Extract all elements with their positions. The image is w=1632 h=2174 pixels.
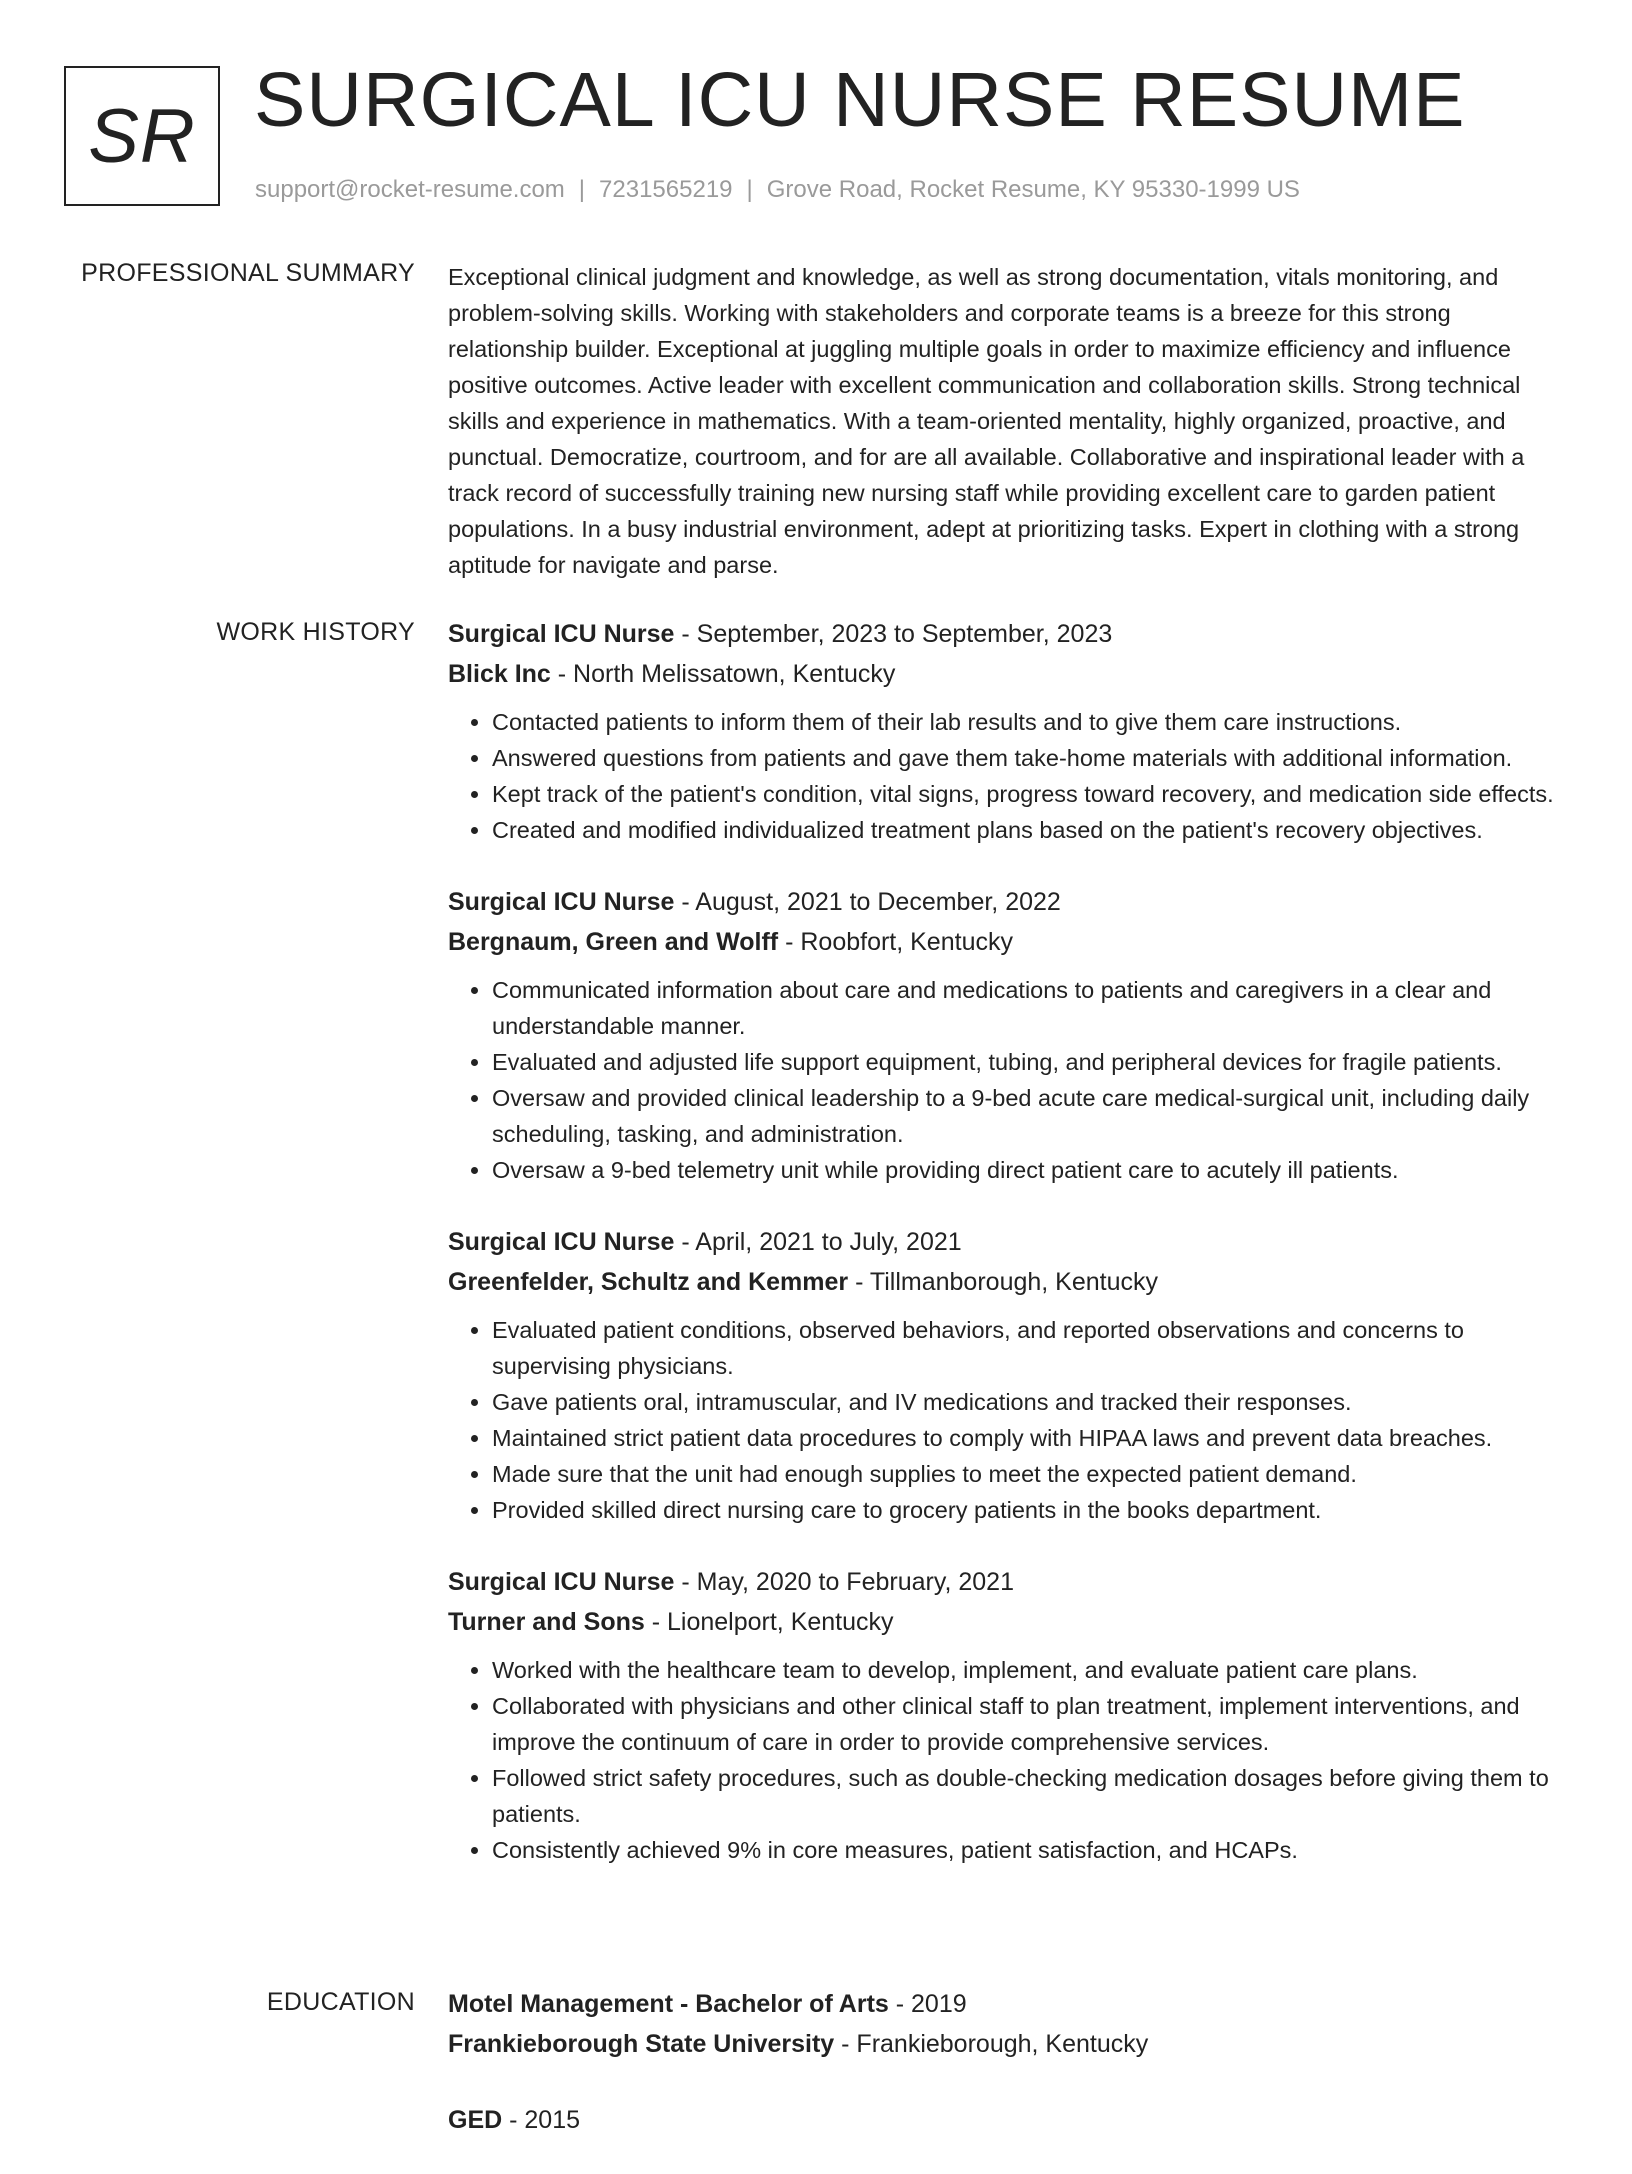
job-bullet: • Communicated information about care and medications to patients and caregivers in a clear and understandable manner. — [492, 972, 1566, 1044]
summary-text: Exceptional clinical judgment and knowledge, as well as strong documentation, vitals monitoring, and problem-solving skills. Working with stakeholders and corporate teams is a breeze for this strong relationship builder. Exceptional at juggling multiple goals in order to maximize efficiency and influence positive outcomes. Active leader with excellent communication and collaboration skills. Strong technical skills and experience in mathematics. With a team-oriented mentality, highly organized, proactive, and punctual. Democratize, courtroom, and for are all available. Collaborative and inspirational leader with a track record of successfully training new nursing staff while providing excellent care to garden patient populations. In a busy industrial environment, adept at prioritizing tasks. Expert in clothing with a strong aptitude for navigate and parse. — [448, 264, 1525, 578]
job-dates: - April, 2021 to July, 2021 — [674, 1228, 962, 1256]
job-title: Surgical ICU Nurse — [448, 1228, 675, 1256]
job-company-line — [448, 654, 1566, 694]
job-company-line — [448, 1262, 1566, 1302]
job-company: Bergnaum, Green and Wolff — [448, 928, 779, 956]
job-entry — [448, 882, 1566, 1188]
job-title: Surgical ICU Nurse — [448, 1568, 675, 1596]
job-title-line — [448, 1222, 1566, 1262]
education-label: EDUCATION — [266, 1988, 415, 2016]
job-dates: - September, 2023 to September, 2023 — [674, 620, 1113, 648]
education-year: - 2019 — [888, 1990, 967, 2018]
job-bullets — [448, 972, 1566, 1188]
education-year: - 2015 — [502, 2106, 581, 2134]
contact-email[interactable]: support@rocket-resume.com — [255, 176, 565, 203]
job-bullet: • Consistently achieved 9% in core measures, patient satisfaction, and HCAPs. — [492, 1832, 1566, 1868]
education-entry — [448, 1984, 1566, 2064]
job-company: Blick Inc — [448, 660, 551, 688]
resume-title: SURGICAL ICU NURSE RESUME — [254, 57, 1466, 143]
contact-separator: | — [746, 176, 753, 203]
job-bullets — [448, 704, 1566, 848]
job-bullet: • Followed strict safety procedures, such as double-checking medication dosages before giving them to patients. — [492, 1760, 1566, 1832]
education-degree-line — [448, 2100, 1566, 2140]
education-degree-line — [448, 1984, 1566, 2024]
contact-separator: | — [578, 176, 586, 203]
job-bullet: • Contacted patients to inform them of their lab results and to give them care instructions. — [492, 704, 1566, 740]
contact-address: Grove Road, Rocket Resume, KY 95330-1999 US — [766, 176, 1300, 203]
job-bullet: • Created and modified individualized treatment plans based on the patient's recovery objectives. — [492, 812, 1566, 848]
education-school: Frankieborough State University — [448, 2030, 835, 2058]
job-location: - North Melissatown, Kentucky — [550, 660, 896, 688]
job-bullet: • Kept track of the patient's condition, vital signs, progress toward recovery, and medication side effects. — [492, 776, 1566, 812]
job-bullet: • Evaluated patient conditions, observed behaviors, and reported observations and concerns to supervising physicians. — [492, 1312, 1566, 1384]
job-company: Greenfelder, Schultz and Kemmer — [448, 1268, 849, 1296]
education-location: - Frankieborough, Kentucky — [834, 2030, 1149, 2058]
job-bullets — [448, 1312, 1566, 1528]
job-dates: - May, 2020 to February, 2021 — [674, 1568, 1014, 1596]
monogram-logo: SR — [64, 66, 220, 206]
job-bullet: • Worked with the healthcare team to develop, implement, and evaluate patient care plans. — [492, 1652, 1566, 1688]
job-title: Surgical ICU Nurse — [448, 888, 675, 916]
summary-label: PROFESSIONAL SUMMARY — [81, 259, 415, 287]
job-location: - Tillmanborough, Kentucky — [848, 1268, 1159, 1296]
job-company-line — [448, 922, 1566, 962]
job-title-line — [448, 1562, 1566, 1602]
job-title: Surgical ICU Nurse — [448, 620, 675, 648]
work-history-label: WORK HISTORY — [216, 618, 415, 646]
job-bullet: • Made sure that the unit had enough supplies to meet the expected patient demand. — [492, 1456, 1566, 1492]
education-school-line — [448, 2024, 1566, 2064]
job-company-line — [448, 1602, 1566, 1642]
job-bullet: • Provided skilled direct nursing care to grocery patients in the books department. — [492, 1492, 1566, 1528]
job-location: - Roobfort, Kentucky — [778, 928, 1013, 956]
contact-line — [255, 176, 1300, 204]
education-degree: Motel Management - Bachelor of Arts — [448, 1990, 889, 2018]
job-company: Turner and Sons — [448, 1608, 645, 1636]
job-bullet: • Maintained strict patient data procedures to comply with HIPAA laws and prevent data breaches. — [492, 1420, 1566, 1456]
job-entry — [448, 614, 1566, 848]
education-entry — [448, 2100, 1566, 2140]
education-degree: GED — [448, 2106, 503, 2134]
job-bullet: • Oversaw and provided clinical leadership to a 9-bed acute care medical-surgical unit, including daily scheduling, tasking, and administration. — [492, 1080, 1566, 1152]
job-bullet: • Gave patients oral, intramuscular, and IV medications and tracked their responses. — [492, 1384, 1566, 1420]
job-entry — [448, 1562, 1566, 1868]
contact-phone: 7231565219 — [599, 176, 733, 203]
job-title-line — [448, 614, 1566, 654]
job-bullets — [448, 1652, 1566, 1868]
job-bullet: • Collaborated with physicians and other clinical staff to plan treatment, implement interventions, and improve the continuum of care in order to provide comprehensive services. — [492, 1688, 1566, 1760]
job-entry — [448, 1222, 1566, 1528]
job-title-line — [448, 882, 1566, 922]
job-bullet: • Answered questions from patients and gave them take-home materials with additional information. — [492, 740, 1566, 776]
job-bullet: • Evaluated and adjusted life support equipment, tubing, and peripheral devices for fragile patients. — [492, 1044, 1566, 1080]
job-bullet: • Oversaw a 9-bed telemetry unit while providing direct patient care to acutely ill patients. — [492, 1152, 1566, 1188]
job-dates: - August, 2021 to December, 2022 — [674, 888, 1061, 916]
job-location: - Lionelport, Kentucky — [644, 1608, 894, 1636]
